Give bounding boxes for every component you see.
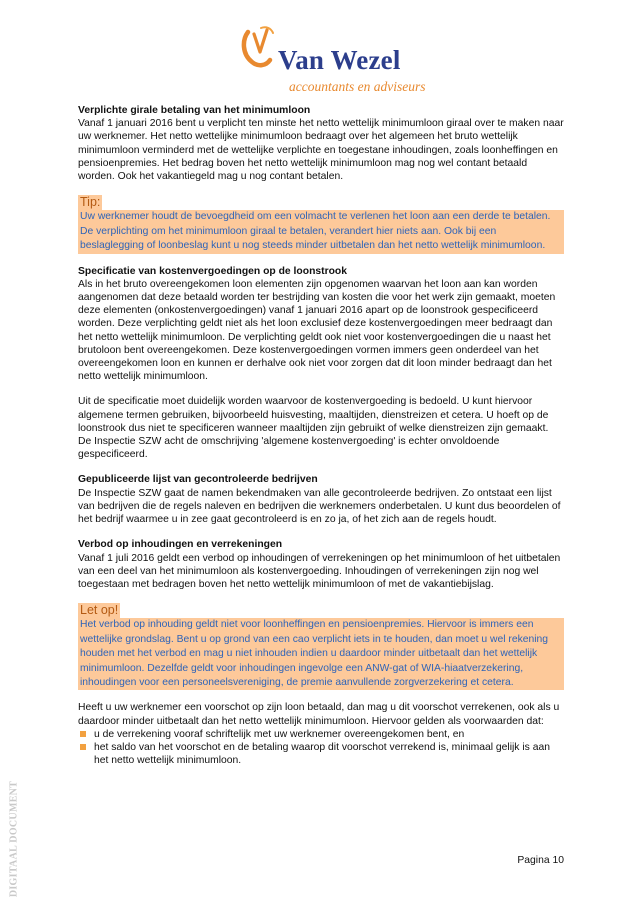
logo-subtitle: accountants en adviseurs xyxy=(289,79,426,94)
section-heading: Verbod op inhoudingen en verrekeningen xyxy=(78,539,283,551)
section-paragraph xyxy=(78,701,564,767)
section-paragraph xyxy=(78,104,564,183)
digital-document-mark xyxy=(7,779,21,899)
list-item: u de verrekening vooraf schriftelijk met uw werknemer overeengekomen bent, en xyxy=(78,728,564,741)
section-paragraph xyxy=(78,265,564,384)
page-number: Pagina 10 xyxy=(517,855,564,866)
section-text: De Inspectie SZW gaat de namen bekendmaken van alle gecontroleerde bedrijven. Zo ontstaat een lijst van bedrijven die de regels naleven en bedrijven die werknemers onderbetalen. U kunt dus beoordelen of het bedrijf waarmee u in zee gaat gecontroleerd is en zo ja, of het zich aan de regels houdt. xyxy=(78,487,561,526)
van-wezel-logo-icon xyxy=(240,26,278,70)
section-heading: Specificatie van kostenvergoedingen op de loonstrook xyxy=(78,265,347,277)
section-text: Vanaf 1 juli 2016 geldt een verbod op inhoudingen of verrekeningen op het minimumloon of het uitbetalen van een deel van het minimumloon als kostenvergoeding. Inhoudingen of verrekeningen zijn nog wel toegestaan met bedragen boven het netto wettelijk minimumloon of met de vakantiebijslag. xyxy=(78,552,561,590)
let-op-title: Let op! xyxy=(80,603,119,618)
section-paragraph: Uit de specificatie moet duidelijk worden waarvoor de kostenvergoeding is bedoeld. U kunt hiervoor algemene termen gebruiken, bijvoorbeeld huisvesting, maaltijden, dienstreizen et cetera. U hoeft op de loonstrook dus niet te specificeren wanneer maaltijden zijn gebruikt of welke dienstreizen zijn gemaakt. De Inspectie SZW acht de omschrijving 'algemene kostenvergoeding' is echter onvoldoende gespecificeerd. xyxy=(78,396,549,461)
section-heading: Verplichte girale betaling van het minimumloon xyxy=(78,105,311,116)
logo-company-name: Van Wezel xyxy=(278,45,401,75)
bullet-square-icon xyxy=(80,731,86,737)
section-text: Heeft u uw werknemer een voorschot op zijn loon betaald, dan mag u dit voorschot verrekenen, ook als u daardoor minder uitbetaalt dan het netto wettelijk minimumloon. Hiervoor gelden als voorwaarden dat: xyxy=(78,702,560,727)
company-logo xyxy=(240,22,426,104)
document-body xyxy=(78,104,564,767)
list-item: het saldo van het voorschot en de betaling waarop dit voorschot verrekend is, minimaal gelijk is aan het netto wettelijk minimumloon. xyxy=(78,741,564,767)
conditions-list xyxy=(78,728,564,768)
section-paragraph xyxy=(78,473,564,526)
section-heading: Gepubliceerde lijst van gecontroleerde bedrijven xyxy=(78,474,318,486)
tip-callout xyxy=(78,195,564,253)
digital-document-label: DIGITAAL DOCUMENT xyxy=(8,780,20,898)
tip-text: Uw werknemer houdt de bevoegdheid om een volmacht te verlenen het loon aan een derde te betalen. De verplichting om het minimumloon giraal te betalen, verandert hier niets aan. Ook bij een beslaglegging of loonbeslag kunt u nog steeds minder uitbetalen dan het netto wettelijk minimumloon. xyxy=(78,210,564,253)
bullet-square-icon xyxy=(80,744,86,750)
section-text: Als in het bruto overeengekomen loon elementen zijn opgenomen waarvan het loon aan kan worden aangenomen dat deze betaald worden ter bestrijding van kosten die voor het werk zijn gemaakt, moeten deze elementen (onkostenvergoedingen) vanaf 1 januari 2016 apart op de loonstrook gespecificeerd worden. Deze verplichting geldt niet als het loon exclusief deze kostenvergoedingen meer bedraagt dan het netto wettelijk minimumloon. De verplichting geldt ook niet voor kostenvergoedingen die u naast het brutoloon bent overeengekomen. Deze kostenvergoedingen vormen immers geen onderdeel van het overeengekomen loon en kunnen er derhalve ook niet voor zorgen dat dit loon minder bedraagt dan het netto wettelijk minimumloon. xyxy=(78,278,556,383)
section-paragraph xyxy=(78,538,564,591)
section-text: Vanaf 1 januari 2016 bent u verplicht ten minste het netto wettelijk minimumloon giraal over te maken naar uw werknemer. Het netto wettelijke minimumloon bedraagt over het algemeen het bruto wettelijk minimumloon verminderd met de wettelijke verplichte en toegestane inhoudingen, zoals loonheffingen en pensioenpremies. Het bedrag boven het netto wettelijk minimumloon mag nog wel contant betaald worden. Ook het vakantiegeld mag u nog contant betalen. xyxy=(78,118,564,183)
let-op-text: Het verbod op inhouding geldt niet voor loonheffingen en pensioenpremies. Hiervoor is immers een wettelijke grondslag. Bent u op grond van een cao verplicht iets in te houden, dan moet u wel rekening houden met het verbod en mag u niet inhouden indien u daardoor minder uitbetaalt dan het wettelijk minimumloon. Dezelfde geldt voor inhoudingen ingevolge een ANW-gat of WIA-hiaatverzekering, inhoudingen voor een personeelsvereniging, de premie aanvullende zorgverzekering et cetera. xyxy=(78,618,564,690)
let-op-callout xyxy=(78,603,564,690)
tip-title: Tip: xyxy=(80,195,101,210)
